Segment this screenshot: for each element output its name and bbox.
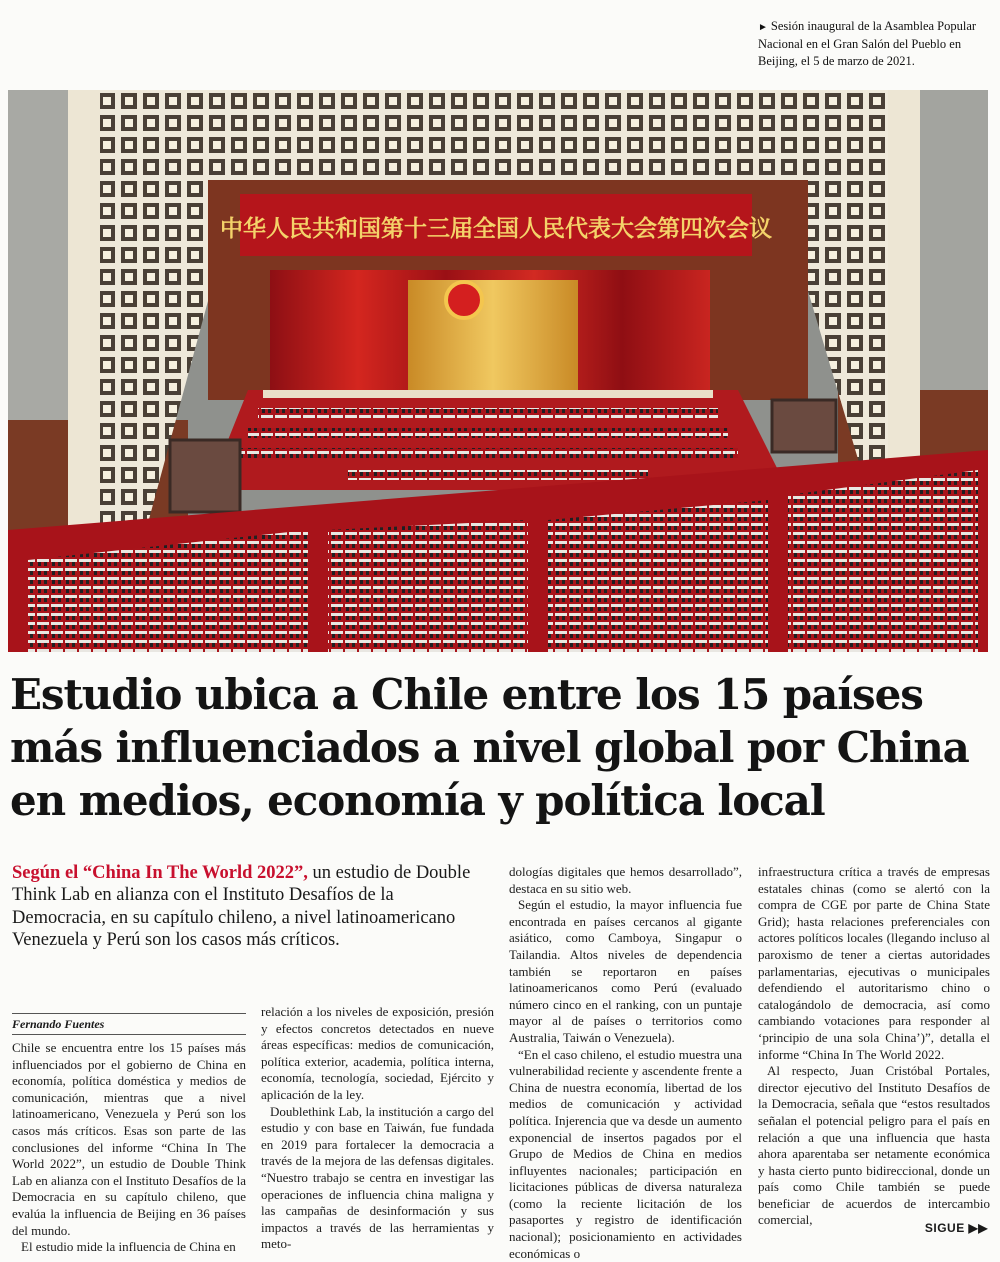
body-column-3 <box>509 864 742 1262</box>
right-screen <box>772 400 836 452</box>
paragraph: Según el estudio, la mayor influencia fue encontrada en países cercanos al gigante asiático, como Camboya, Singapur o Tailandia. Altos niveles de dependencia también se reportaron en países latinoamericanos como Perú (evaluado número cinco en el ranking, con un puntaje mayor al de países o territorios como Australia, Taiwán o Venezuela). <box>509 897 742 1045</box>
hero-photo <box>8 90 988 652</box>
caption-arrow-icon: ► <box>758 22 768 33</box>
ceiling-coffers <box>98 90 918 190</box>
byline-rule-top <box>12 1013 246 1014</box>
body-column-4 <box>758 864 990 1229</box>
emblem <box>446 282 482 318</box>
paragraph: relación a los niveles de exposición, presión y efectos concretos detectados en nueve áreas específicas: medios de comunicación, política exterior, academia, política interna, economía, tecnología, sociedad, Ejército y aplicación de la ley. <box>261 1004 494 1102</box>
paragraph: “En el caso chileno, el estudio muestra una vulnerabilidad reciente y ascendente frente a China de nuestra economía, libertad de los medios de comunicación y actividad política. Injerencia que va desde un aumento exponencial de insertos pagados por el Grupo de Medios de China en medios influyentes nacionales; participación en licitaciones públicas de diversa naturaleza (como la reciente licitación de los pasaportes y registro de identificación nacional); posicionamiento en actividades económicas o <box>509 1046 742 1261</box>
photo-caption <box>758 18 990 70</box>
paragraph: infraestructura crítica a través de empresas estatales chinas (como se alertó con la compra de CGE por parte de China State Grid); hasta relaciones preferenciales con actores políticos locales (llegando incluso al paroxismo de tener a ciertas autoridades parlamentarias, ejecutivas o municipales defendiendo el autoritarismo chino o catalogándolo de democracia, así como cambiando votaciones para responder al ‘principio de una sola China’)”, detalla el informe “China In The World 2022. <box>758 864 990 1062</box>
body-column-1 <box>12 1040 246 1256</box>
byline-rule-bottom <box>12 1034 246 1035</box>
paragraph: Chile se encuentra entre los 15 países más influenciados por el gobierno de China en economía, política doméstica y medios de comunicación, mientras que a nivel latinoamericano, Venezuela y Perú son los casos más críticos. Esas son parte de las conclusiones del informe “China In The World 2022”, un estudio de Double Think Lab en alianza con el Instituto Desafíos de la Democracia en su capítulo chileno, que evalúa la influencia de Beijing en 36 países del mundo. <box>12 1040 246 1238</box>
paragraph: El estudio mide la influencia de China en <box>21 1239 236 1255</box>
banner-text: 中华人民共和国第十三届全国人民代表大会第四次会议 <box>220 216 772 242</box>
paragraph: Al respecto, Juan Cristóbal Portales, director ejecutivo del Instituto Desafíos de la Democracia, señala que “estos resultados señalan el potencial peligro para el país en relación a que una influencia que hasta ahora aparentaba ser netamente económica y hasta cierto punto bidireccional, donde un país como Chile también se puede beneficiar de acuerdos de intercambio comercial, <box>758 1063 990 1228</box>
lead-highlight: Según el “China In The World 2022”, <box>12 863 308 883</box>
paragraph: dologías digitales que hemos desarrollado”, destaca en su sitio web. <box>509 864 742 896</box>
left-screen <box>170 440 240 512</box>
lead-text: un estudio de Double Think Lab en alianza con el Instituto Desafíos de la Democracia, en su capítulo chileno, a nivel latinoamericano Venezuela y Perú son los casos más críticos. <box>12 863 471 951</box>
continue-label: SIGUE ▶▶ <box>924 1221 988 1235</box>
body-column-2 <box>261 1004 494 1253</box>
caption-text: Sesión inaugural de la Asamblea Popular Nacional en el Gran Salón del Pueblo en Beijing, el 5 de marzo de 2021. <box>758 19 977 68</box>
byline: Fernando Fuentes <box>12 1017 105 1031</box>
headline: Estudio ubica a Chile entre los 15 países más influenciados a nivel global por China en medios, economía y política local <box>10 670 969 825</box>
paragraph: Doublethink Lab, la institución a cargo del estudio y con base en Taiwán, fue fundada en 2019 para fortalecer la democracia a través de la mejora de las defensas digitales. “Nuestro trabajo se centra en investigar las operaciones de influencia china maligna y las campañas de desinformación y sus impactos a través de las herramientas y meto- <box>261 1103 494 1252</box>
lead-paragraph <box>12 862 490 952</box>
